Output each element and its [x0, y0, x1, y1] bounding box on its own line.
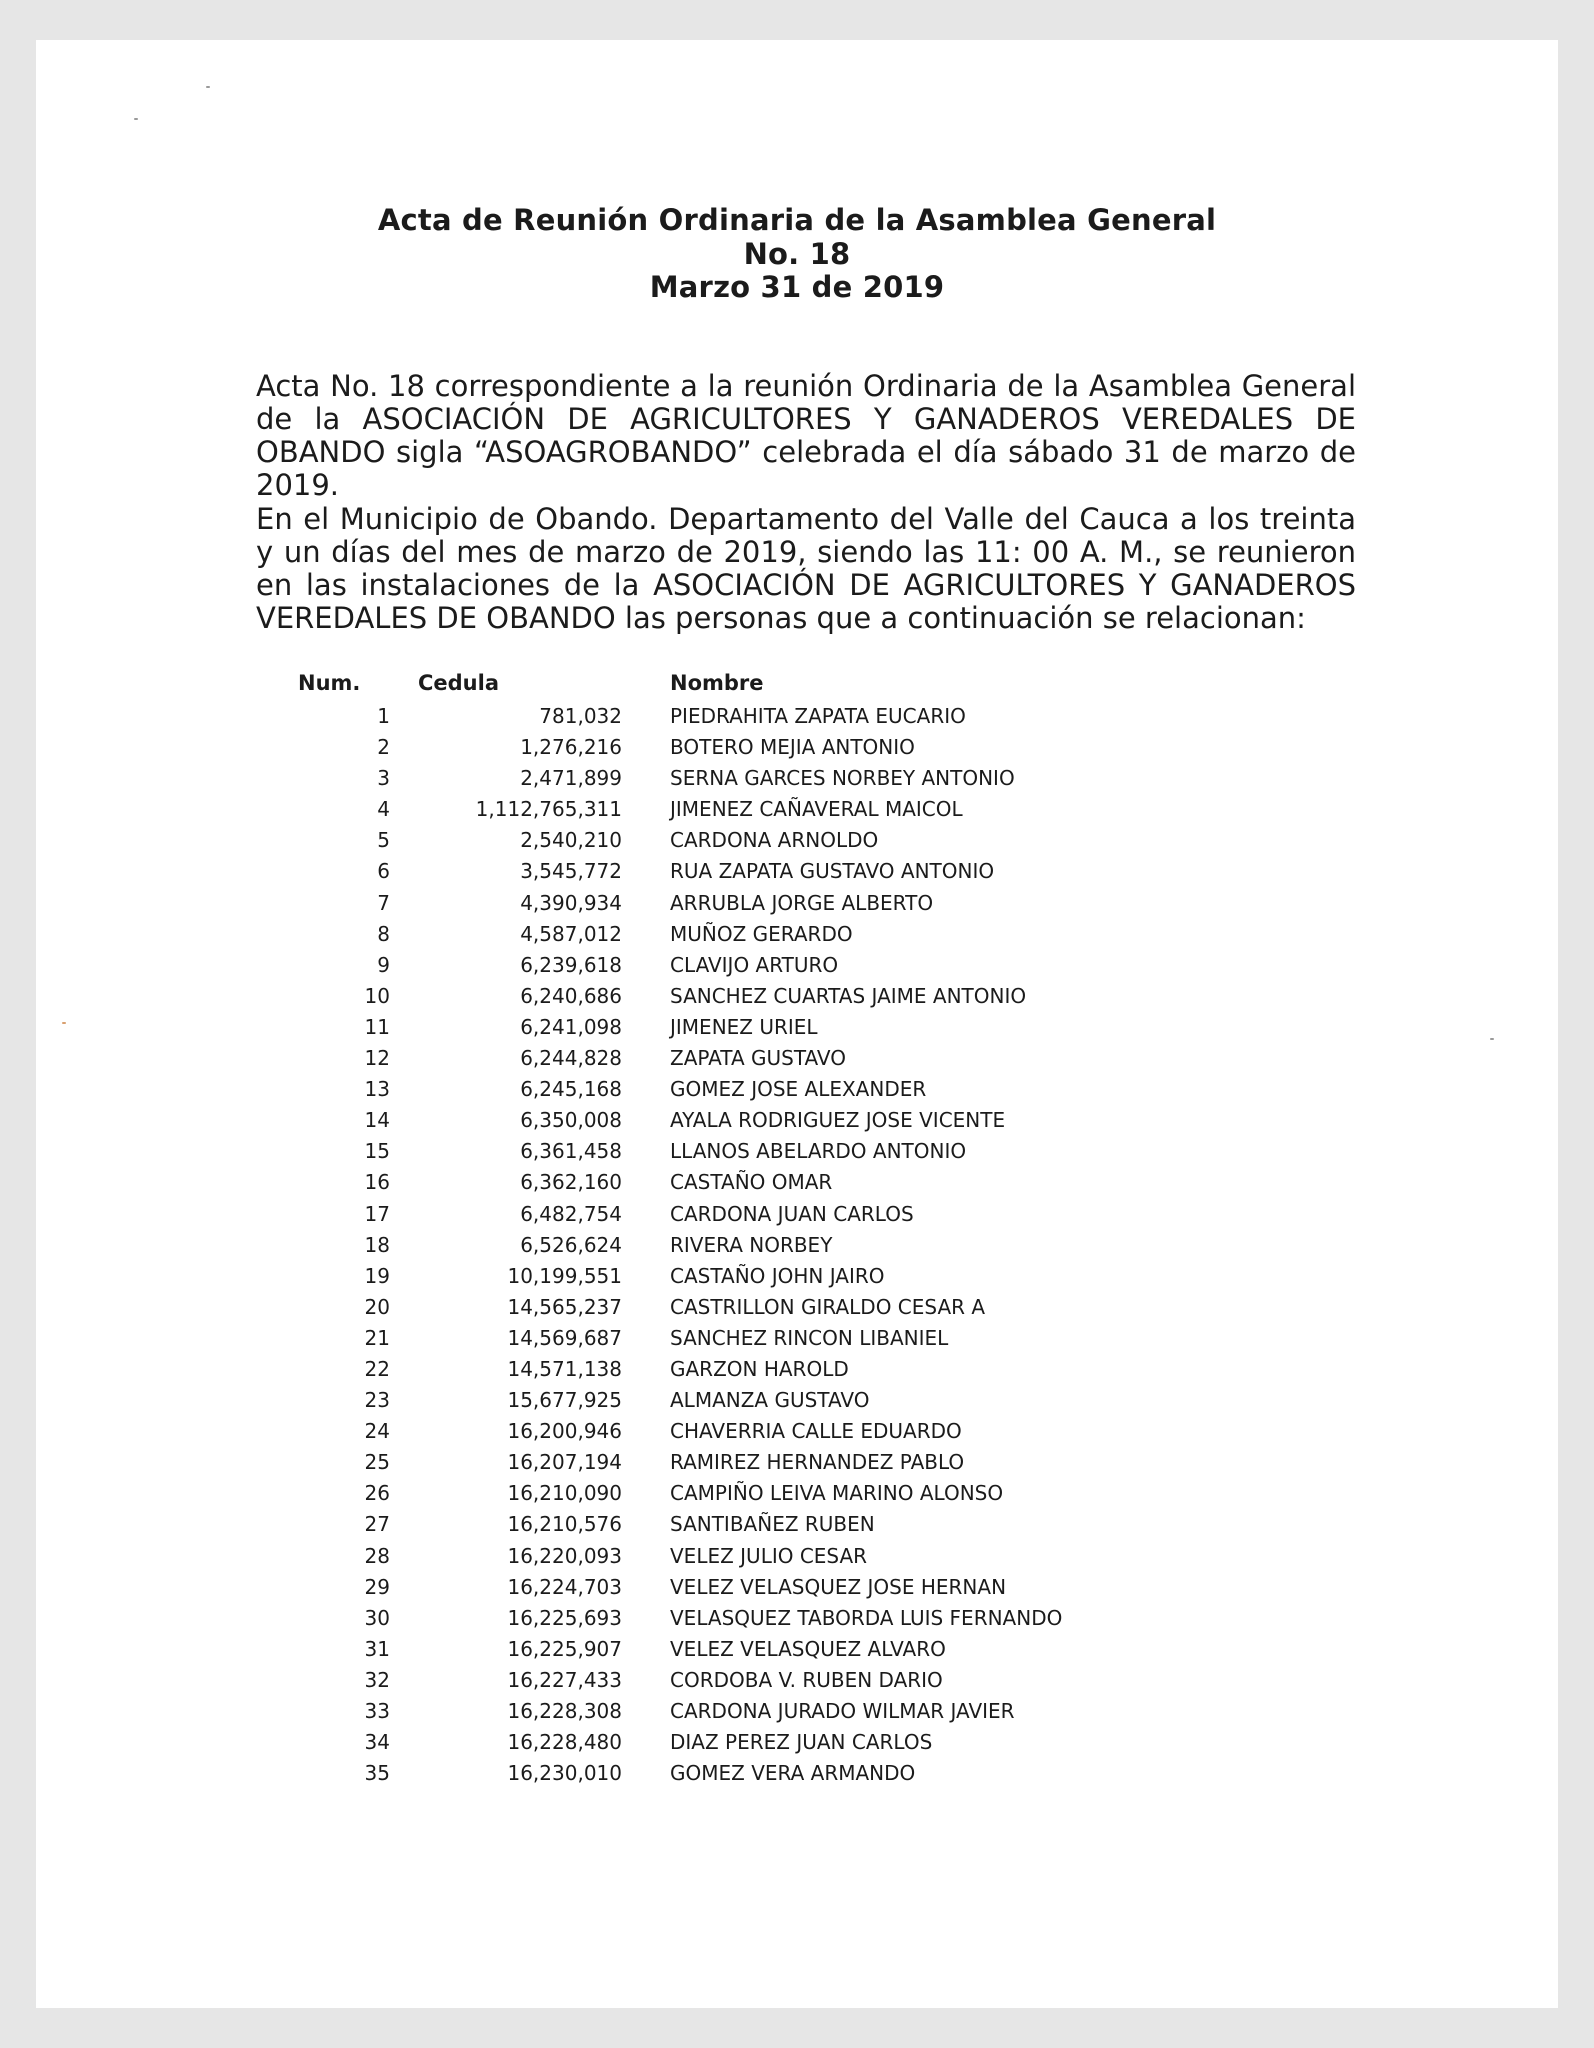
row-cedula: 16,225,907: [507, 1636, 622, 1661]
row-num: 1: [377, 704, 390, 728]
row-num: 22: [364, 1356, 390, 1381]
table-row: [36, 1508, 1558, 1539]
row-nombre: BOTERO MEJIA ANTONIO: [670, 735, 915, 760]
scan-speck: [62, 1022, 66, 1024]
row-cedula: 6,482,754: [520, 1201, 622, 1226]
row-nombre: CARDONA JURADO WILMAR JAVIER: [670, 1699, 1015, 1723]
row-cedula: 16,224,703: [507, 1574, 622, 1599]
row-cedula: 16,207,194: [507, 1450, 622, 1475]
row-nombre: VELEZ VELASQUEZ ALVARO: [670, 1636, 946, 1661]
row-cedula: 16,220,093: [507, 1543, 622, 1568]
row-num: 16: [364, 1170, 390, 1195]
table-row: [36, 1291, 1558, 1322]
row-cedula: 4,390,934: [520, 890, 622, 915]
table-row: [36, 762, 1558, 793]
row-num: 7: [377, 890, 390, 915]
row-nombre: CORDOBA V. RUBEN DARIO: [670, 1667, 943, 1692]
row-cedula: 16,200,946: [507, 1419, 622, 1444]
table-row: [36, 1166, 1558, 1197]
row-num: 21: [364, 1325, 390, 1350]
row-cedula: 14,565,237: [507, 1294, 622, 1319]
table-row: [36, 731, 1558, 762]
row-nombre: ALMANZA GUSTAVO: [670, 1388, 870, 1413]
row-cedula: 16,228,308: [507, 1699, 622, 1723]
scan-speck: [134, 118, 138, 120]
row-nombre: MUÑOZ GERARDO: [670, 921, 853, 946]
row-cedula: 14,571,138: [507, 1356, 622, 1381]
table-row: [36, 1353, 1558, 1384]
row-cedula: 14,569,687: [507, 1325, 622, 1350]
row-cedula: 16,227,433: [507, 1667, 622, 1692]
row-cedula: 16,210,090: [507, 1481, 622, 1506]
row-cedula: 2,540,210: [520, 828, 622, 853]
table-row: [36, 824, 1558, 855]
scan-speck: [1490, 1038, 1494, 1040]
row-cedula: 6,350,008: [520, 1108, 622, 1133]
table-row: [36, 855, 1558, 886]
row-cedula: 15,677,925: [507, 1388, 622, 1413]
table-row: [36, 1011, 1558, 1042]
table-row: [36, 1540, 1558, 1571]
document-page: [36, 40, 1558, 2008]
table-row: [36, 1602, 1558, 1633]
row-nombre: CASTAÑO OMAR: [670, 1170, 833, 1195]
scan-speck: [206, 86, 210, 88]
row-nombre: GOMEZ JOSE ALEXANDER: [670, 1077, 927, 1102]
row-num: 8: [377, 921, 390, 946]
table-row: [36, 1633, 1558, 1664]
table-row: [36, 793, 1558, 824]
attendee-rows: [36, 700, 1558, 1788]
row-nombre: CARDONA JUAN CARLOS: [670, 1201, 914, 1226]
row-num: 2: [377, 735, 390, 760]
row-cedula: 10,199,551: [507, 1263, 622, 1288]
row-nombre: CLAVIJO ARTURO: [670, 952, 839, 977]
row-num: 28: [364, 1543, 390, 1568]
row-cedula: 3,545,772: [520, 859, 622, 884]
table-row: [36, 1757, 1558, 1788]
document-number: No. 18: [743, 237, 851, 271]
row-num: 30: [364, 1605, 390, 1630]
row-nombre: CHAVERRIA CALLE EDUARDO: [670, 1419, 962, 1444]
row-num: 31: [364, 1636, 390, 1661]
table-row: [36, 980, 1558, 1011]
row-nombre: SANCHEZ RINCON LIBANIEL: [670, 1325, 949, 1350]
row-nombre: SERNA GARCES NORBEY ANTONIO: [670, 766, 1015, 791]
row-cedula: 6,239,618: [520, 952, 622, 977]
row-nombre: RIVERA NORBEY: [670, 1232, 833, 1257]
row-nombre: ZAPATA GUSTAVO: [670, 1046, 846, 1071]
table-row: [36, 1446, 1558, 1477]
row-num: 23: [364, 1388, 390, 1413]
row-num: 6: [377, 859, 390, 884]
row-cedula: 16,230,010: [507, 1761, 622, 1786]
row-num: 19: [364, 1263, 390, 1288]
row-nombre: LLANOS ABELARDO ANTONIO: [670, 1139, 967, 1164]
row-num: 34: [364, 1730, 390, 1755]
row-cedula: 781,032: [539, 704, 622, 728]
row-num: 20: [364, 1294, 390, 1319]
row-nombre: DIAZ PEREZ JUAN CARLOS: [670, 1730, 933, 1755]
row-nombre: VELEZ VELASQUEZ JOSE HERNAN: [670, 1574, 1007, 1599]
table-row: [36, 1477, 1558, 1508]
table-row: [36, 1664, 1558, 1695]
row-nombre: RAMIREZ HERNANDEZ PABLO: [670, 1450, 965, 1475]
row-num: 24: [364, 1419, 390, 1444]
row-num: 35: [364, 1761, 390, 1786]
row-nombre: CAMPIÑO LEIVA MARINO ALONSO: [670, 1481, 1004, 1506]
row-nombre: ARRUBLA JORGE ALBERTO: [670, 890, 934, 915]
table-row: [36, 1384, 1558, 1415]
row-nombre: PIEDRAHITA ZAPATA EUCARIO: [670, 704, 966, 728]
row-cedula: 16,228,480: [507, 1730, 622, 1755]
row-cedula: 6,244,828: [520, 1046, 622, 1071]
row-cedula: 16,210,576: [507, 1512, 622, 1537]
table-row: [36, 949, 1558, 980]
row-cedula: 6,361,458: [520, 1139, 622, 1164]
row-num: 27: [364, 1512, 390, 1537]
row-cedula: 1,112,765,311: [475, 797, 622, 822]
row-nombre: SANCHEZ CUARTAS JAIME ANTONIO: [670, 983, 1027, 1008]
row-nombre: SANTIBAÑEZ RUBEN: [670, 1512, 875, 1537]
header-nombre: Nombre: [670, 671, 764, 695]
row-nombre: JIMENEZ CAÑAVERAL MAICOL: [670, 797, 963, 822]
header-num: Num.: [298, 671, 361, 695]
table-row: [36, 1415, 1558, 1446]
table-row: [36, 1322, 1558, 1353]
row-nombre: JIMENEZ URIEL: [670, 1014, 818, 1039]
table-row: [36, 1135, 1558, 1166]
table-row: [36, 1695, 1558, 1726]
row-nombre: AYALA RODRIGUEZ JOSE VICENTE: [670, 1108, 1006, 1133]
row-num: 12: [364, 1046, 390, 1071]
row-num: 15: [364, 1139, 390, 1164]
row-num: 32: [364, 1667, 390, 1692]
table-row: [36, 1260, 1558, 1291]
row-num: 13: [364, 1077, 390, 1102]
row-num: 4: [377, 797, 390, 822]
document-date: Marzo 31 de 2019: [649, 270, 945, 304]
row-cedula: 6,240,686: [520, 983, 622, 1008]
row-num: 3: [377, 766, 390, 791]
row-cedula: 2,471,899: [520, 766, 622, 791]
header-cedula: Cedula: [418, 671, 500, 695]
table-row: [36, 918, 1558, 949]
row-num: 5: [377, 828, 390, 853]
row-nombre: CASTAÑO JOHN JAIRO: [670, 1263, 885, 1288]
attendance-paragraph: En el Municipio de Obando. Departamento del Valle del Cauca a los treinta y un días del mes de marzo de 2019, siendo las 11: 00 A. M., se reunieron en las instalaciones de la ASOCIACIÓN DE AGRICULTORES Y GANADEROS VEREDALES DE OBANDO las personas que a continuación se relacionan:: [256, 502, 1356, 635]
row-cedula: 16,225,693: [507, 1605, 622, 1630]
row-cedula: 4,587,012: [520, 921, 622, 946]
row-num: 29: [364, 1574, 390, 1599]
row-nombre: VELASQUEZ TABORDA LUIS FERNANDO: [670, 1605, 1063, 1630]
row-num: 9: [377, 952, 390, 977]
row-num: 33: [364, 1699, 390, 1723]
table-row: [36, 700, 1558, 731]
row-cedula: 6,245,168: [520, 1077, 622, 1102]
row-nombre: CASTRILLON GIRALDO CESAR A: [670, 1294, 986, 1319]
row-num: 10: [364, 983, 390, 1008]
intro-paragraph: Acta No. 18 correspondiente a la reunión Ordinaria de la Asamblea General de la ASOCIACIÓN DE AGRICULTORES Y GANADEROS VEREDALES DE OBANDO sigla “ASOAGROBANDO” celebrada el día sábado 31 de marzo de 2019.: [256, 369, 1356, 502]
table-row: [36, 1198, 1558, 1229]
row-nombre: CARDONA ARNOLDO: [670, 828, 879, 853]
row-num: 26: [364, 1481, 390, 1506]
table-row: [36, 1229, 1558, 1260]
table-row: [36, 1104, 1558, 1135]
row-nombre: GOMEZ VERA ARMANDO: [670, 1761, 916, 1786]
table-row: [36, 1726, 1558, 1757]
row-num: 11: [364, 1014, 390, 1039]
row-num: 25: [364, 1450, 390, 1475]
row-num: 14: [364, 1108, 390, 1133]
row-cedula: 1,276,216: [520, 735, 622, 760]
row-num: 18: [364, 1232, 390, 1257]
row-num: 17: [364, 1201, 390, 1226]
table-row: [36, 1571, 1558, 1602]
table-row: [36, 1073, 1558, 1104]
table-row: [36, 1042, 1558, 1073]
row-nombre: VELEZ JULIO CESAR: [670, 1543, 868, 1568]
row-cedula: 6,241,098: [520, 1014, 622, 1039]
document-title: Acta de Reunión Ordinaria de la Asamblea General: [377, 203, 1217, 237]
row-nombre: GARZON HAROLD: [670, 1356, 849, 1381]
table-row: [36, 887, 1558, 918]
row-nombre: RUA ZAPATA GUSTAVO ANTONIO: [670, 859, 995, 884]
row-cedula: 6,362,160: [520, 1170, 622, 1195]
row-cedula: 6,526,624: [520, 1232, 622, 1257]
